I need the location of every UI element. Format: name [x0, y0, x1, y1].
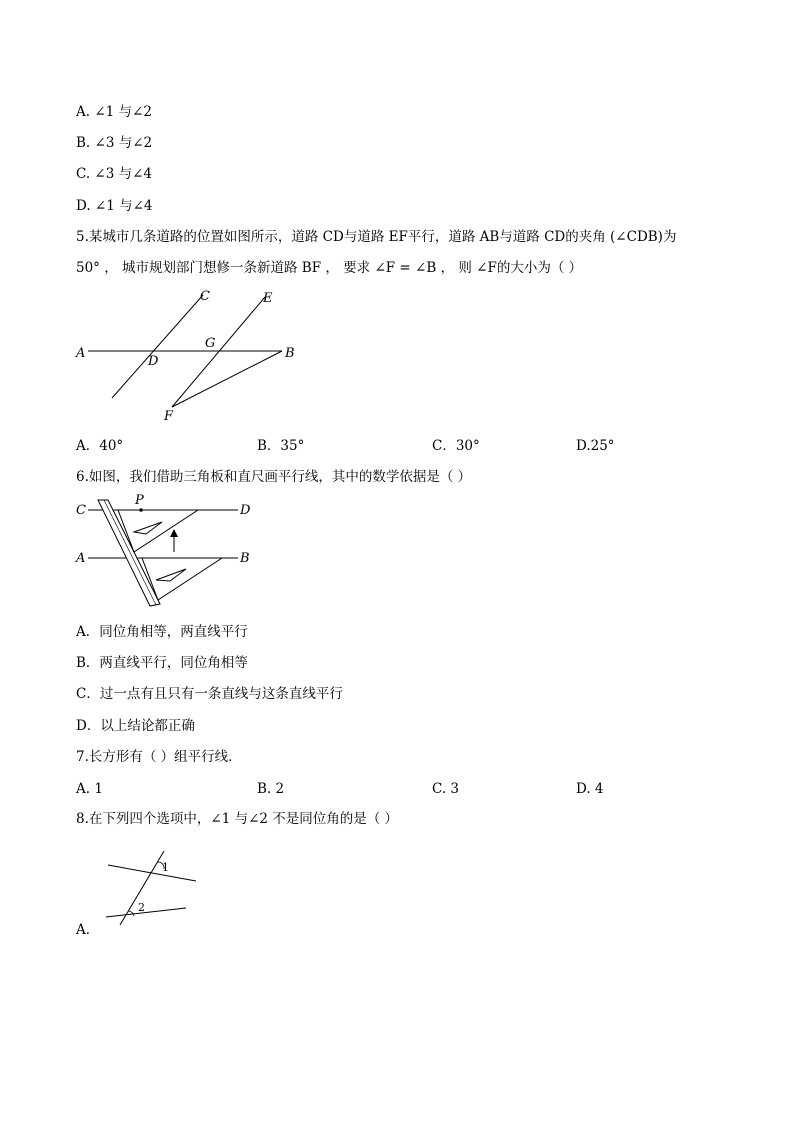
line-ef	[172, 297, 265, 407]
label-1: 1	[162, 861, 169, 874]
label-c: C	[200, 289, 210, 304]
question-5-option-d: D.25°	[576, 438, 615, 454]
question-6-stem: 6.如图，我们借助三角板和直尺画平行线，其中的数学依据是（ ）	[76, 469, 472, 485]
question-7-option-c: C. 3	[432, 781, 460, 797]
label-d: D	[148, 354, 159, 369]
question-8-figure-a	[100, 845, 205, 930]
ruler	[98, 500, 160, 606]
label-b: B	[285, 346, 295, 361]
question-5-option-a: A．40°	[76, 438, 124, 454]
question-8-option-a: A．	[76, 922, 100, 938]
option-a: A. ∠1 与∠2	[76, 104, 152, 120]
label-f: F	[164, 409, 174, 424]
question-6-option-c: C．过一点有且只有一条直线与这条直线平行	[76, 686, 343, 702]
line-cd	[112, 295, 203, 398]
question-5-stem-line2: 50° ， 城市规划部门想修一条新道路 BF ， 要求 ∠F = ∠B ， 则 ∠F的大小为（ ）	[76, 260, 583, 276]
option-c: C. ∠3 与∠4	[76, 166, 153, 182]
question-7-stem: 7.长方形有（ ）组平行线．	[76, 749, 242, 765]
question-5-figure	[70, 285, 310, 430]
question-6-figure	[70, 492, 270, 612]
question-5-option-b: B．35°	[257, 438, 305, 454]
label-g: G	[205, 336, 216, 351]
question-8-stem: 8.在下列四个选项中，∠1 与∠2 不是同位角的是（ ）	[76, 811, 399, 827]
question-7-option-b: B. 2	[257, 781, 285, 797]
label-a: A	[76, 551, 86, 566]
label-b: B	[240, 551, 250, 566]
label-p: P	[135, 493, 144, 508]
question-7-option-d: D. 4	[576, 781, 604, 797]
label-e: E	[263, 291, 273, 306]
option-d: D. ∠1 与∠4	[76, 198, 153, 214]
question-6-option-b: B．两直线平行，同位角相等	[76, 655, 248, 671]
line-upper	[108, 865, 196, 881]
label-2: 2	[138, 901, 145, 914]
question-7-option-a: A. 1	[76, 781, 103, 797]
line-bf	[172, 351, 282, 407]
label-d: D	[240, 503, 251, 518]
question-5-option-c: C．30°	[432, 438, 480, 454]
question-5-stem-line1: 5.某城市几条道路的位置如图所示，道路 CD与道路 EF平行，道路 AB与道路 CD的夹角 (∠CDB)为	[76, 229, 677, 245]
question-6-option-d: D．以上结论都正确	[76, 718, 195, 734]
question-6-option-a: A．同位角相等，两直线平行	[76, 624, 248, 640]
line-lower	[106, 908, 186, 917]
label-a: A	[76, 346, 86, 361]
label-c: C	[76, 503, 86, 518]
point-p	[139, 508, 143, 512]
option-b: B. ∠3 与∠2	[76, 135, 153, 151]
